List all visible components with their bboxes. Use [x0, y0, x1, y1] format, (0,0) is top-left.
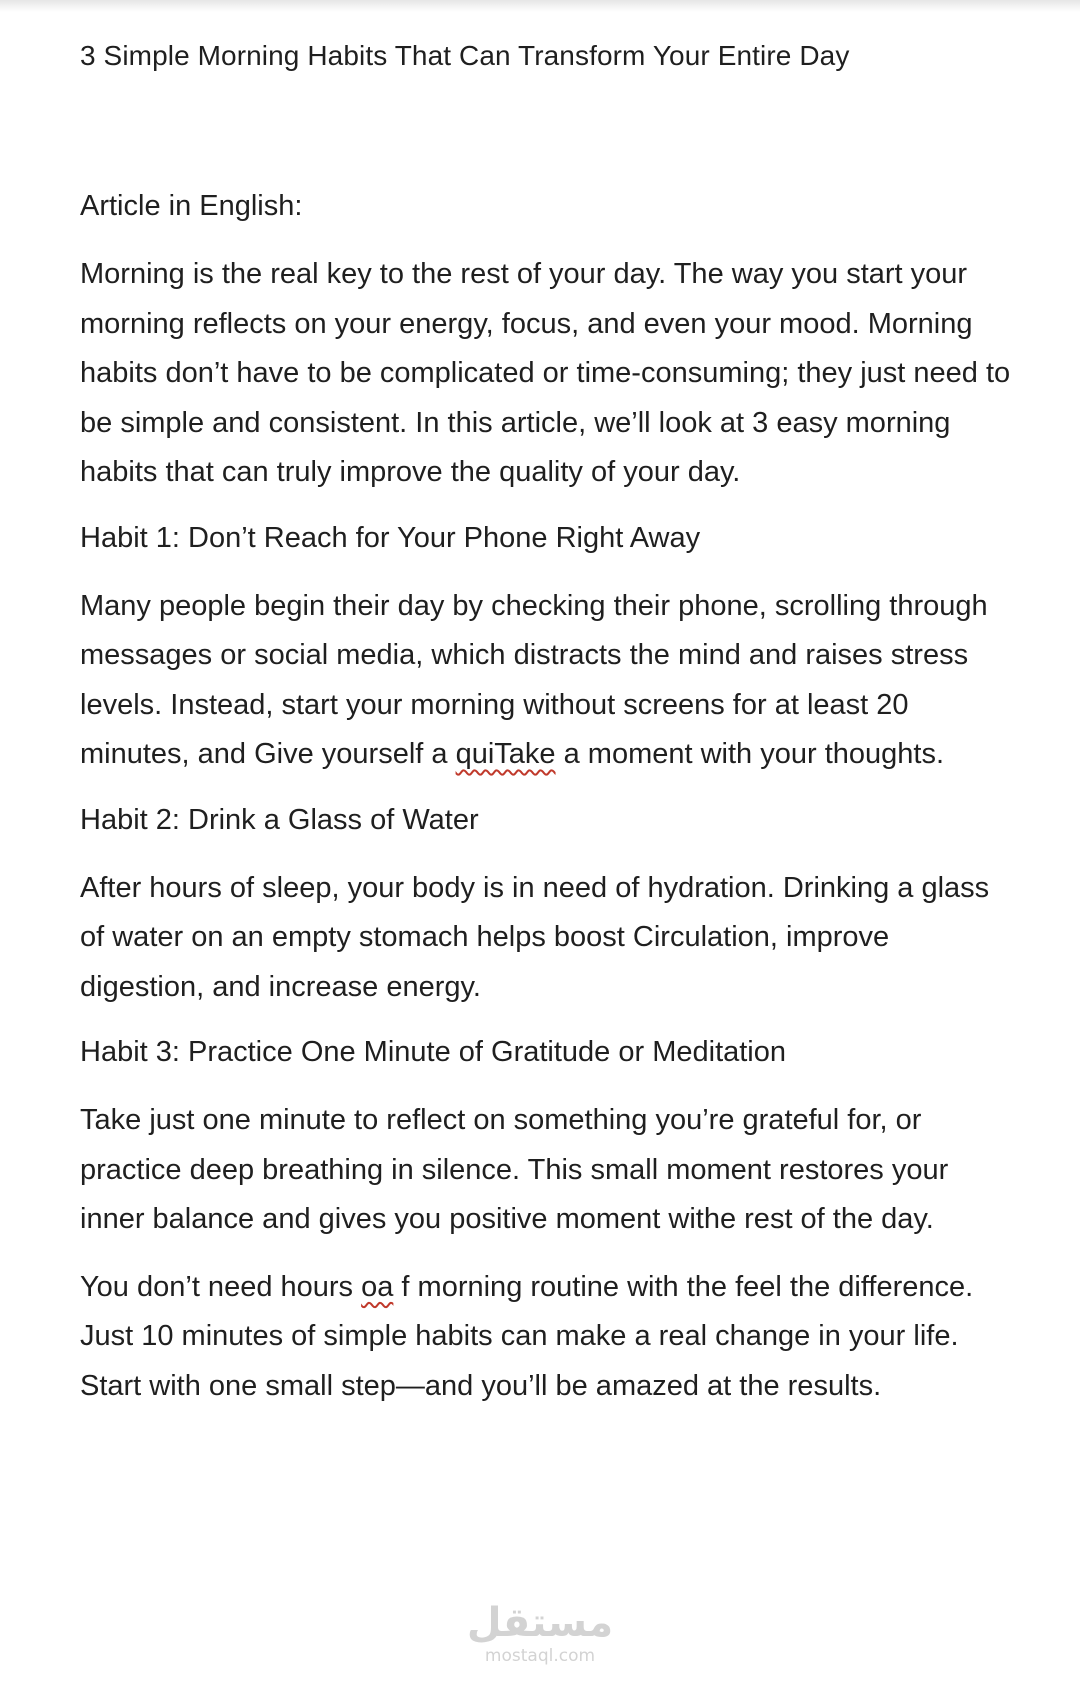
top-edge-shadow — [0, 0, 1080, 12]
spellcheck-flagged-word[interactable]: oa — [361, 1270, 394, 1303]
document-title: 3 Simple Morning Habits That Can Transform Your Entire Day — [80, 40, 850, 71]
intro-paragraph: Morning is the real key to the rest of your day. The way you start your morning reflects on your energy, focus, and even your mood. Morning habits don’t have to be complicated or time-consuming; they just need to be simple and consistent. In this article, we’ll look at 3 easy morning habits that can truly improve the quality of your day. — [80, 258, 1011, 488]
watermark-url: mostaql.com — [484, 1646, 596, 1666]
conclusion-paragraph — [80, 1263, 1020, 1412]
document-body — [80, 30, 1020, 1411]
habit-1-text-end: a moment with your thoughts. — [555, 738, 945, 770]
spellcheck-flagged-word[interactable]: quiTake — [455, 738, 556, 770]
habit-3-paragraph: Take just one minute to reflect on something you’re grateful for, or practice deep breathing in silence. This small moment restores your inner balance and gives you positive moment withe rest of the day. — [80, 1104, 949, 1235]
conclusion-text-end: f morning routine with the feel the difference. Just 10 minutes of simple habits can make a real change in your life. Start with one small step—and you’ll be amazed at the results. — [80, 1270, 974, 1402]
habit-3-heading: Habit 3: Practice One Minute of Gratitude or Meditation — [80, 1036, 787, 1068]
mostaql-watermark — [440, 1600, 640, 1666]
watermark-logo: مستقل — [466, 1600, 614, 1646]
habit-1-paragraph — [80, 582, 1020, 780]
habit-1-text-start: Many people begin their day by checking their phone, scrolling through messages or social media, which distracts the mind and raises stress levels. Instead, start your morning without screens for at least 20 minutes, and Give yourself a — [80, 589, 988, 770]
article-language-label: Article in English: — [80, 190, 303, 222]
habit-2-paragraph: After hours of sleep, your body is in need of hydration. Drinking a glass of water on an empty stomach helps boost Circulation, improve digestion, and increase energy. — [80, 871, 990, 1003]
habit-2-heading: Habit 2: Drink a Glass of Water — [80, 803, 479, 836]
habit-1-heading: Habit 1: Don’t Reach for Your Phone Right Away — [80, 521, 701, 554]
conclusion-text-start: You don’t need hours — [80, 1270, 362, 1303]
